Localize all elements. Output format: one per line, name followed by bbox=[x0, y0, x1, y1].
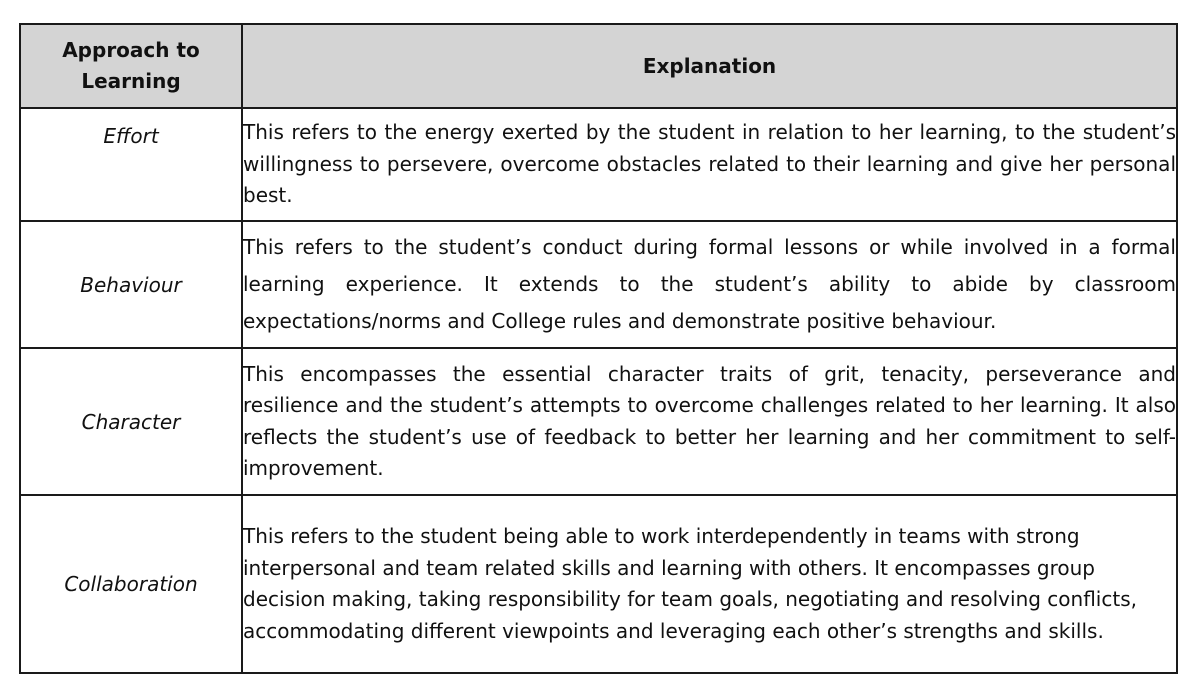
explanation-cell: This encompasses the essential character traits of grit, tenacity, perseverance and resilience and the student’s attempts to overcome challenges related to her learning. It also reflects the student’s use of feedback to better her learning and her commitment to self-improvement. bbox=[242, 348, 1177, 495]
approach-to-learning-table bbox=[19, 23, 1178, 674]
explanation-cell: This refers to the student’s conduct during formal lessons or while involved in a formal learning experience. It extends to the student’s ability to abide by classroom expectations/norms and College rules and demonstrate positive behaviour. bbox=[242, 221, 1177, 348]
explanation-cell: This refers to the student being able to work interdependently in teams with strong interpersonal and team related skills and learning with others. It encompasses group decision making, taking responsibility for team goals, negotiating and resolving conflicts, accommodating different viewpoints and leveraging each other’s strengths and skills. bbox=[242, 495, 1177, 673]
table-row bbox=[20, 108, 1177, 221]
header-approach: Approach to Learning bbox=[20, 24, 242, 108]
header-explanation: Explanation bbox=[242, 24, 1177, 108]
approach-cell: Effort bbox=[20, 108, 242, 221]
table-row bbox=[20, 495, 1177, 673]
approach-cell: Behaviour bbox=[20, 221, 242, 348]
approach-cell: Collaboration bbox=[20, 495, 242, 673]
explanation-cell: This refers to the energy exerted by the student in relation to her learning, to the student’s willingness to persevere, overcome obstacles related to their learning and give her personal best. bbox=[242, 108, 1177, 221]
table-row bbox=[20, 221, 1177, 348]
table-row bbox=[20, 348, 1177, 495]
header-row bbox=[20, 24, 1177, 108]
approach-cell: Character bbox=[20, 348, 242, 495]
